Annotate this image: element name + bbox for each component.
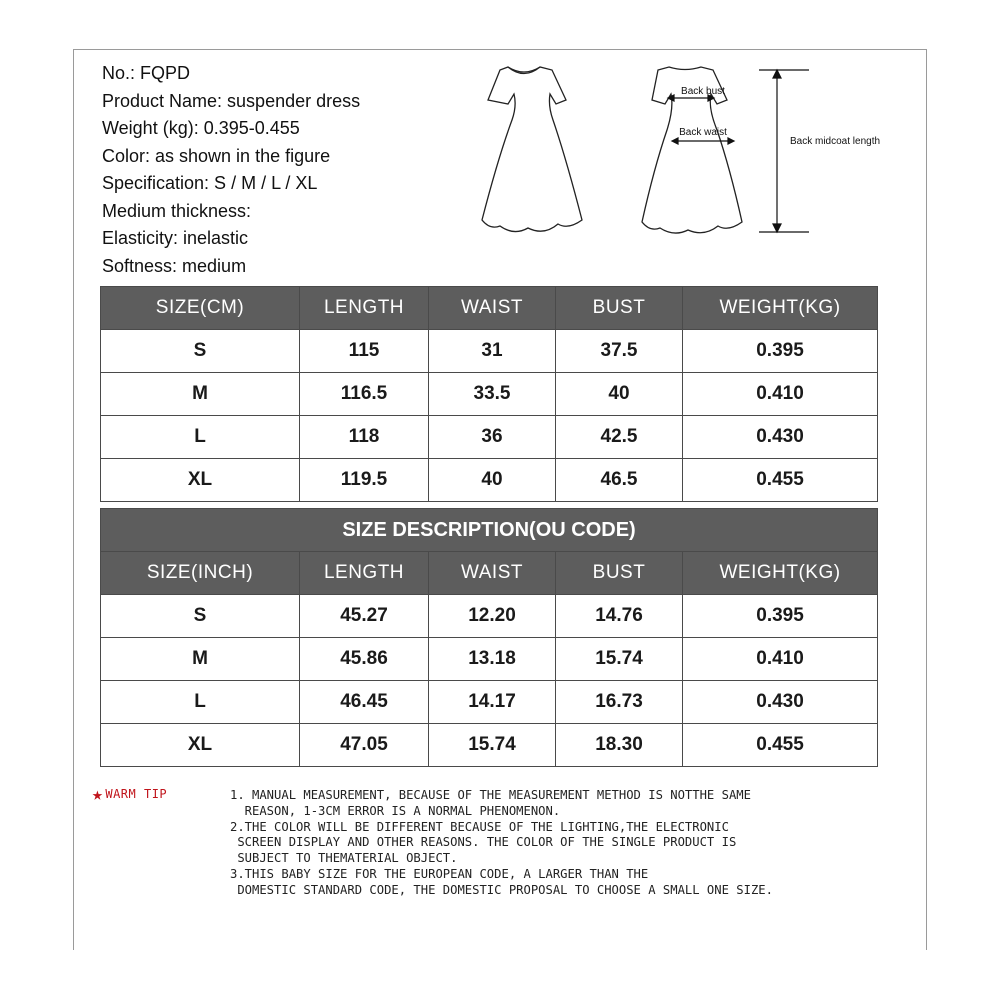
cell-weight: 0.455 [683, 459, 878, 502]
spec-product-name: Product Name: suspender dress [102, 90, 361, 111]
table-header-row [101, 552, 878, 595]
warm-tip-label [92, 784, 167, 805]
cell-size: XL [101, 459, 300, 502]
warm-tip-notes [230, 788, 773, 899]
col-header-weight: WEIGHT(KG) [683, 552, 878, 595]
back-waist-arrow [672, 138, 734, 144]
cell-weight: 0.410 [683, 373, 878, 416]
frame-top-border [73, 49, 927, 50]
cell-weight: 0.430 [683, 681, 878, 724]
spec-color: Color: as shown in the figure [102, 145, 331, 166]
cell-bust: 37.5 [556, 330, 683, 373]
cell-length: 46.45 [300, 681, 429, 724]
dress-diagram [470, 58, 900, 248]
cell-length: 47.05 [300, 724, 429, 767]
star-icon: ★ [92, 784, 104, 805]
table-row [101, 638, 878, 681]
size-table-inch [100, 508, 878, 767]
cell-bust: 40 [556, 373, 683, 416]
cell-size: L [101, 416, 300, 459]
table-header-row [101, 287, 878, 330]
back-waist-label: Back waist [679, 127, 727, 138]
cell-bust: 16.73 [556, 681, 683, 724]
spec-thickness: Medium thickness: [102, 200, 252, 221]
cell-weight: 0.455 [683, 724, 878, 767]
table-title-row [101, 509, 878, 552]
cell-size: XL [101, 724, 300, 767]
spec-specification: Specification: S / M / L / XL [102, 173, 318, 193]
cell-size: S [101, 595, 300, 638]
back-midcoat-length-label: Back midcoat length [790, 136, 881, 147]
cell-length: 115 [300, 330, 429, 373]
tip-line: 2.THE COLOR WILL BE DIFFERENT BECAUSE OF THE LIGHTING,THE ELECTRONIC [230, 819, 729, 834]
cell-bust: 18.30 [556, 724, 683, 767]
table-row [101, 459, 878, 502]
cell-weight: 0.430 [683, 416, 878, 459]
back-bust-label: Back bust [681, 86, 725, 97]
cell-bust: 42.5 [556, 416, 683, 459]
frame-right-border [926, 49, 927, 950]
cell-size: M [101, 373, 300, 416]
col-header-waist: WAIST [429, 287, 556, 330]
table-row [101, 681, 878, 724]
table-row [101, 724, 878, 767]
cell-waist: 36 [429, 416, 556, 459]
warm-tip-text: WARM TIP [105, 787, 168, 801]
front-dress-illustration [482, 67, 582, 232]
col-header-size: SIZE(CM) [101, 287, 300, 330]
cell-waist: 40 [429, 459, 556, 502]
cell-length: 116.5 [300, 373, 429, 416]
tip-line: SCREEN DISPLAY AND OTHER REASONS. THE COLOR OF THE SINGLE PRODUCT IS [230, 835, 737, 850]
cell-weight: 0.395 [683, 330, 878, 373]
tip-line: REASON, 1-3CM ERROR IS A NORMAL PHENOMENON. [230, 803, 561, 818]
frame-left-border [73, 49, 74, 950]
cell-bust: 14.76 [556, 595, 683, 638]
cell-bust: 15.74 [556, 638, 683, 681]
col-header-bust: BUST [556, 287, 683, 330]
col-header-length: LENGTH [300, 552, 429, 595]
col-header-bust: BUST [556, 552, 683, 595]
spec-weight: Weight (kg): 0.395-0.455 [102, 118, 300, 138]
col-header-weight: WEIGHT(KG) [683, 287, 878, 330]
cell-weight: 0.395 [683, 595, 878, 638]
spec-softness: Softness: medium [102, 255, 247, 276]
cell-length: 45.86 [300, 638, 429, 681]
col-header-length: LENGTH [300, 287, 429, 330]
cell-waist: 31 [429, 330, 556, 373]
cell-length: 45.27 [300, 595, 429, 638]
cell-waist: 14.17 [429, 681, 556, 724]
cell-size: M [101, 638, 300, 681]
cell-size: S [101, 330, 300, 373]
cell-length: 119.5 [300, 459, 429, 502]
tip-line: SUBJECT TO THEMATERIAL OBJECT. [230, 851, 458, 866]
spec-number: No.: FQPD [102, 63, 191, 83]
cell-size: L [101, 681, 300, 724]
table-row [101, 373, 878, 416]
tip-line: 1. MANUAL MEASUREMENT, BECAUSE OF THE MEASUREMENT METHOD IS NOTTHE SAME [230, 788, 751, 802]
cell-bust: 46.5 [556, 459, 683, 502]
cell-waist: 33.5 [429, 373, 556, 416]
col-header-waist: WAIST [429, 552, 556, 595]
cell-waist: 13.18 [429, 638, 556, 681]
size-description-title: SIZE DESCRIPTION(OU CODE) [101, 509, 878, 552]
cell-waist: 12.20 [429, 595, 556, 638]
size-table-cm [100, 286, 878, 502]
product-specs [102, 60, 360, 280]
table-row [101, 595, 878, 638]
tip-line: 3.THIS BABY SIZE FOR THE EUROPEAN CODE, A LARGER THAN THE [230, 866, 649, 881]
spec-elasticity: Elasticity: inelastic [102, 228, 249, 248]
table-row [101, 330, 878, 373]
cell-length: 118 [300, 416, 429, 459]
back-midcoat-length-arrow [759, 70, 809, 232]
tip-line: DOMESTIC STANDARD CODE, THE DOMESTIC PROPOSAL TO CHOOSE A SMALL ONE SIZE. [230, 882, 773, 897]
table-row [101, 416, 878, 459]
cell-waist: 15.74 [429, 724, 556, 767]
cell-weight: 0.410 [683, 638, 878, 681]
col-header-size: SIZE(INCH) [101, 552, 300, 595]
